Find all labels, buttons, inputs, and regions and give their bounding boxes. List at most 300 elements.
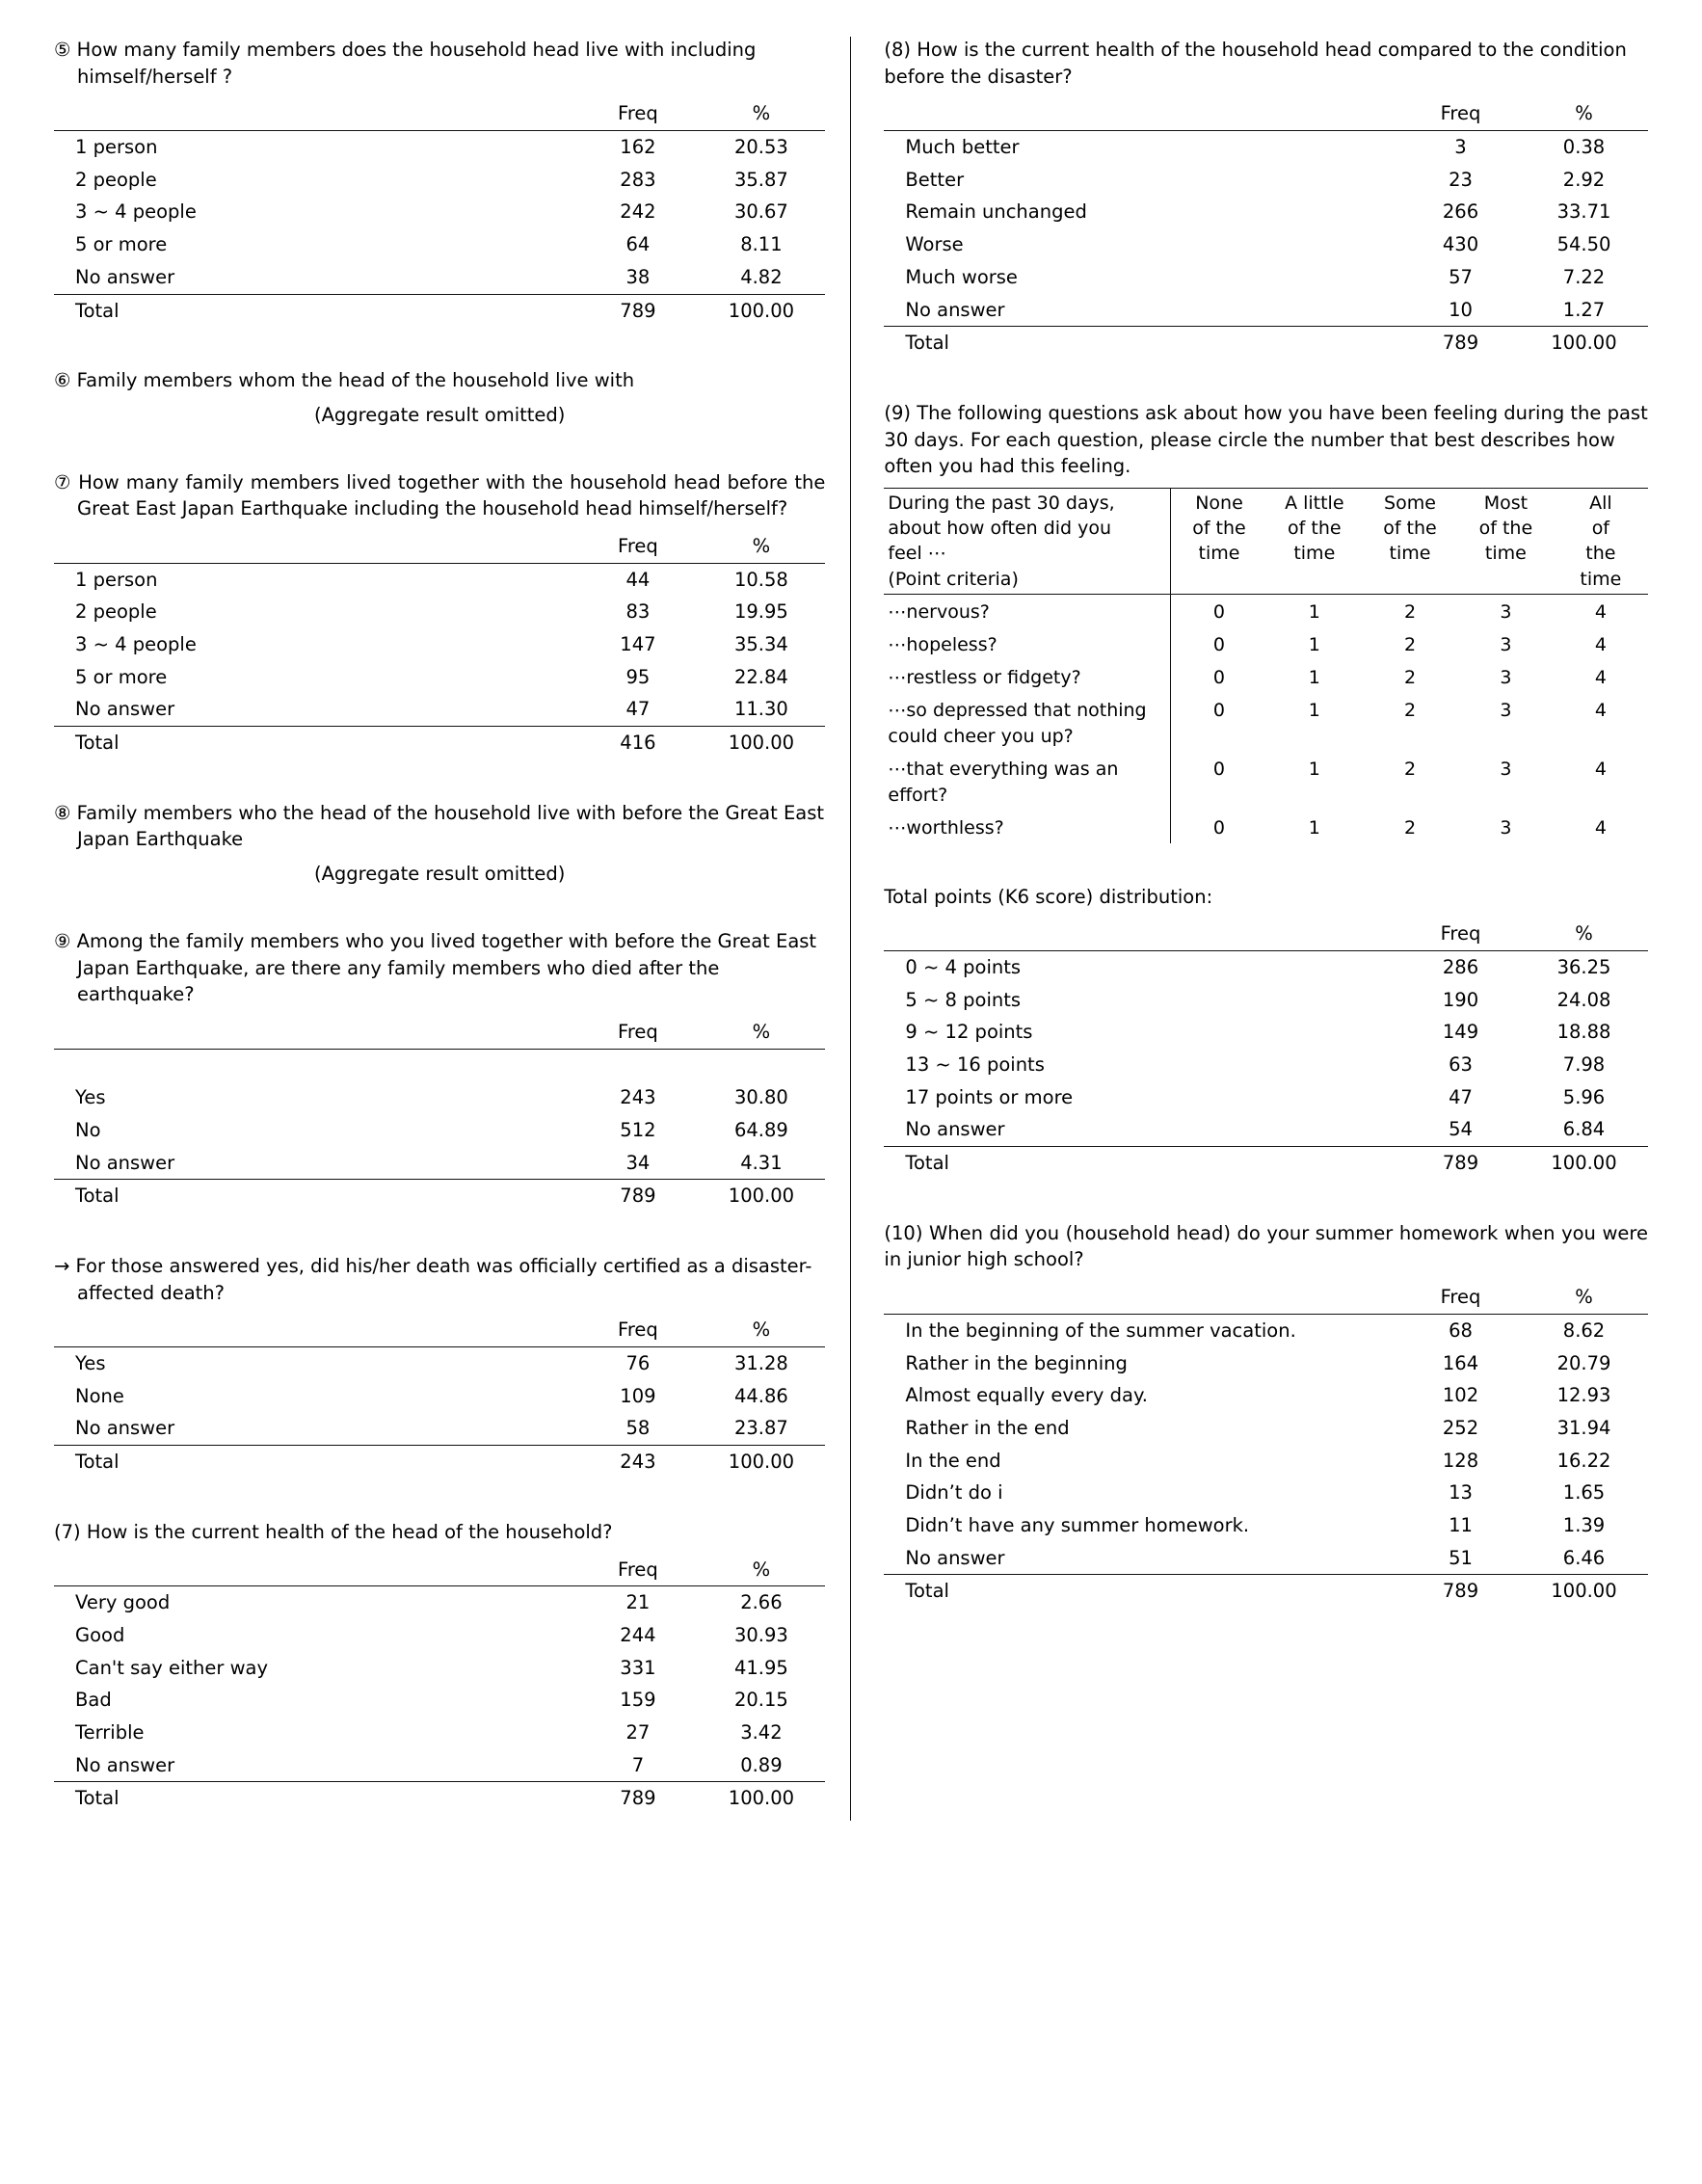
header-line: time (1293, 543, 1336, 565)
table-row (54, 261, 825, 294)
table-row (884, 1113, 1648, 1146)
total-freq: 789 (1401, 1575, 1520, 1608)
row-label: Much better (905, 136, 1020, 159)
row-label: No answer (75, 265, 175, 288)
row-label: 1 person (75, 136, 158, 159)
row-pct: 12.93 (1556, 1384, 1611, 1407)
row-pct: 0.89 (740, 1753, 783, 1776)
spacer (54, 1218, 825, 1253)
two-column-layout (54, 37, 1648, 1821)
total-freq: 789 (1401, 1147, 1520, 1180)
table-total-row (54, 1180, 825, 1212)
row-label: No answer (905, 1118, 1005, 1141)
row-label: 5 or more (75, 233, 168, 256)
header-line: Some (1384, 492, 1436, 514)
matrix-header-question (884, 488, 1170, 594)
row-label: No (75, 1118, 101, 1141)
question-9-circled-text: ⑨ Among the family members who you lived together with before the Great East Japan Earthquake, are there any family members who died after the earthquake? (54, 929, 817, 1006)
row-freq: 164 (1442, 1351, 1479, 1374)
table-row (54, 693, 825, 726)
col-header-pct: % (697, 1314, 825, 1346)
table-row (54, 628, 825, 661)
table-row-spacer (54, 1049, 825, 1081)
header-line: the (1585, 543, 1616, 565)
row-label: No answer (75, 1753, 175, 1776)
table-row (884, 1049, 1648, 1081)
row-pct: 41.95 (733, 1656, 788, 1679)
row-label: Didn’t do i (905, 1481, 1003, 1505)
row-freq: 21 (625, 1591, 651, 1614)
table-total-row (884, 327, 1648, 360)
total-freq: 789 (1401, 327, 1520, 360)
table-header-row (884, 488, 1648, 594)
row-freq: 38 (625, 265, 651, 288)
question-8-table (884, 97, 1648, 360)
header-line: time (1580, 568, 1622, 590)
row-freq: 266 (1442, 200, 1479, 224)
row-freq: 243 (620, 1086, 656, 1109)
col-header-label (884, 97, 1401, 130)
col-header-freq: Freq (578, 1314, 697, 1346)
matrix-row (884, 594, 1648, 626)
table-row (54, 228, 825, 261)
row-pct: 35.87 (733, 168, 788, 191)
table-row (54, 131, 825, 164)
row-freq: 331 (620, 1656, 656, 1679)
row-label: In the end (905, 1449, 1001, 1472)
total-label: Total (884, 1147, 1401, 1180)
row-pct: 30.80 (733, 1086, 788, 1109)
question-block-5 (54, 37, 825, 327)
table-row (884, 228, 1648, 261)
col-header-pct: % (1520, 1281, 1648, 1314)
row-pct: 1.65 (1562, 1481, 1606, 1505)
table-total-row (884, 1147, 1648, 1180)
col-header-label (884, 918, 1401, 950)
header-line: time (1484, 543, 1527, 565)
table-row (884, 1542, 1648, 1575)
row-label: Very good (75, 1591, 171, 1614)
row-label: 5 or more (75, 665, 168, 688)
row-pct: 4.31 (740, 1151, 783, 1174)
question-6-text: ⑥ Family members whom the head of the household live with (54, 369, 635, 392)
col-header-pct: % (697, 97, 825, 130)
matrix-row (884, 811, 1648, 843)
matrix-value: 1 (1308, 816, 1320, 839)
total-pct: 100.00 (1520, 327, 1648, 360)
row-label: No answer (905, 1546, 1005, 1569)
matrix-header-line-4: (Point criteria) (888, 568, 1019, 590)
row-label: Terrible (75, 1720, 145, 1744)
matrix-value: 1 (1308, 600, 1320, 623)
matrix-item-label: ⋯nervous? (884, 594, 1170, 626)
matrix-row (884, 627, 1648, 660)
table-total-row (54, 294, 825, 327)
row-freq: 430 (1442, 233, 1479, 256)
row-pct: 18.88 (1556, 1021, 1611, 1044)
question-block-8 (884, 37, 1648, 360)
row-freq: 64 (625, 233, 651, 256)
k6-distribution-table (884, 918, 1648, 1180)
row-label: 3 ~ 4 people (75, 633, 197, 655)
row-label: 13 ~ 16 points (905, 1053, 1045, 1076)
matrix-value: 2 (1403, 600, 1417, 623)
matrix-row (884, 752, 1648, 811)
col-header-freq: Freq (1401, 1281, 1520, 1314)
table-row (884, 1379, 1648, 1412)
spacer (884, 365, 1648, 400)
matrix-value: 4 (1594, 633, 1607, 655)
table-header-row (54, 1016, 825, 1049)
col-header-freq: Freq (578, 1554, 697, 1586)
question-block-9 (884, 400, 1648, 843)
table-total-row (54, 1446, 825, 1478)
question-block-6 (54, 367, 825, 428)
row-label: No answer (75, 698, 175, 721)
matrix-value: 4 (1594, 666, 1607, 688)
row-pct: 30.67 (733, 200, 788, 224)
row-freq: 57 (1449, 265, 1473, 288)
row-blank (697, 1049, 825, 1081)
total-label: Total (54, 1446, 578, 1478)
table-total-row (54, 727, 825, 759)
total-label: Total (54, 294, 578, 327)
matrix-value: 0 (1212, 816, 1226, 839)
table-row (54, 1347, 825, 1380)
question-5-text: ⑤ How many family members does the household head live with including himself/herself ? (54, 39, 757, 88)
col-header-label (54, 530, 578, 563)
row-pct: 31.94 (1556, 1416, 1611, 1439)
question-block-9-circled (54, 928, 825, 1212)
total-pct: 100.00 (697, 1782, 825, 1815)
row-pct: 54.50 (1556, 233, 1611, 256)
total-pct: 100.00 (697, 1446, 825, 1478)
matrix-value: 3 (1500, 633, 1512, 655)
row-pct: 7.98 (1562, 1053, 1606, 1076)
total-freq: 243 (578, 1446, 697, 1478)
question-block-9-followup (54, 1253, 825, 1478)
k6-distribution-note: Total points (K6 score) distribution: (884, 885, 1213, 908)
total-pct: 100.00 (1520, 1147, 1648, 1180)
table-total-row (54, 1782, 825, 1815)
table-header-row (884, 97, 1648, 130)
row-pct: 23.87 (733, 1417, 788, 1440)
matrix-header-line-3: feel ⋯ (888, 543, 946, 565)
table-row (884, 1081, 1648, 1114)
row-pct: 20.15 (733, 1689, 788, 1712)
matrix-row (884, 693, 1648, 752)
matrix-value: 2 (1403, 816, 1417, 839)
table-row (54, 1380, 825, 1413)
row-freq: 7 (631, 1753, 645, 1776)
row-pct: 35.34 (733, 633, 788, 655)
matrix-item-label: ⋯that everything was an effort? (884, 752, 1170, 811)
matrix-item-label: ⋯hopeless? (884, 627, 1170, 660)
row-label: 1 person (75, 568, 158, 591)
matrix-value: 1 (1308, 633, 1320, 655)
row-label: Bad (75, 1689, 112, 1712)
row-pct: 0.38 (1562, 136, 1606, 159)
spacer (54, 333, 825, 367)
question-5-table (54, 97, 825, 327)
spacer (884, 1185, 1648, 1220)
row-label: Can't say either way (75, 1656, 269, 1679)
matrix-value: 1 (1308, 758, 1320, 780)
matrix-value: 2 (1403, 758, 1417, 780)
row-pct: 30.93 (733, 1623, 788, 1646)
header-line: of the (1288, 518, 1342, 540)
row-label: None (75, 1384, 124, 1407)
row-pct: 31.28 (733, 1352, 788, 1375)
row-label: Rather in the beginning (905, 1351, 1128, 1374)
row-label: 2 people (75, 168, 157, 191)
table-header-row (884, 918, 1648, 950)
table-row (54, 596, 825, 628)
table-row (884, 984, 1648, 1017)
row-freq: 51 (1449, 1546, 1473, 1569)
question-9-followup-text: → For those answered yes, did his/her death was officially certified as a disaster-affected death? (54, 1255, 812, 1304)
total-pct: 100.00 (697, 1180, 825, 1212)
question-10-table (884, 1281, 1648, 1608)
spacer (54, 765, 825, 800)
row-freq: 147 (620, 633, 656, 655)
col-header-freq: Freq (1401, 918, 1520, 950)
row-freq: 252 (1442, 1416, 1479, 1439)
total-pct: 100.00 (697, 727, 825, 759)
row-label: Good (75, 1623, 125, 1646)
row-freq: 76 (625, 1352, 651, 1375)
row-blank (578, 1049, 697, 1081)
row-pct: 6.84 (1562, 1118, 1606, 1141)
matrix-value: 4 (1594, 699, 1607, 721)
question-8-circled-note: (Aggregate result omitted) (313, 863, 566, 886)
spacer (884, 849, 1648, 884)
col-header-pct: % (697, 530, 825, 563)
matrix-value: 3 (1500, 699, 1512, 721)
matrix-value: 0 (1212, 699, 1226, 721)
row-freq: 34 (625, 1151, 651, 1174)
header-line: Most (1483, 492, 1529, 514)
row-blank (54, 1049, 578, 1081)
question-9-text: (9) The following questions ask about how you have been feeling during the past 30 days. For each question, please circle the number that best describes how often you had this feeling. (884, 401, 1648, 478)
row-pct: 1.39 (1562, 1513, 1606, 1536)
table-row (884, 950, 1648, 983)
col-header-label (54, 97, 578, 130)
row-pct: 11.30 (733, 698, 788, 721)
row-pct: 36.25 (1556, 955, 1611, 978)
table-header-row (54, 1554, 825, 1586)
k6-distribution-block (884, 884, 1648, 1180)
matrix-value: 3 (1500, 600, 1512, 623)
total-freq: 789 (578, 1782, 697, 1815)
row-pct: 20.79 (1556, 1351, 1611, 1374)
table-row (54, 1684, 825, 1717)
matrix-item-label: ⋯restless or fidgety? (884, 660, 1170, 693)
total-pct: 100.00 (1520, 1575, 1648, 1608)
table-row (884, 196, 1648, 228)
matrix-value: 3 (1500, 666, 1512, 688)
row-freq: 11 (1449, 1513, 1473, 1536)
row-pct: 7.22 (1562, 265, 1606, 288)
table-row (884, 164, 1648, 197)
row-label: 3 ~ 4 people (75, 200, 197, 224)
col-header-freq: Freq (578, 1016, 697, 1049)
col-header-label (54, 1554, 578, 1586)
col-header-pct: % (1520, 918, 1648, 950)
row-freq: 13 (1449, 1481, 1473, 1505)
question-block-7-paren (54, 1519, 825, 1815)
table-row (884, 294, 1648, 327)
total-freq: 416 (578, 727, 697, 759)
row-pct: 1.27 (1562, 298, 1606, 321)
row-pct: 8.11 (740, 233, 783, 256)
table-row (54, 661, 825, 694)
row-freq: 283 (620, 168, 656, 191)
total-label: Total (54, 727, 578, 759)
row-pct: 16.22 (1556, 1449, 1611, 1472)
matrix-value: 4 (1594, 600, 1607, 623)
row-label: Much worse (905, 265, 1018, 288)
table-row (884, 1412, 1648, 1445)
row-label: Worse (905, 233, 964, 256)
col-header-label (884, 1281, 1401, 1314)
matrix-value: 4 (1594, 758, 1607, 780)
col-header-pct: % (697, 1016, 825, 1049)
matrix-header-a-little (1267, 488, 1362, 594)
left-column (54, 37, 850, 1821)
row-pct: 22.84 (733, 665, 788, 688)
row-label: No answer (905, 298, 1005, 321)
spacer (54, 435, 825, 469)
row-freq: 44 (625, 568, 651, 591)
spacer (54, 893, 825, 928)
matrix-value: 2 (1403, 633, 1417, 655)
table-row (54, 563, 825, 596)
question-7-circled-text: ⑦ How many family members lived together with the household head before the Great East Japan Earthquake including the household head himself/herself? (54, 470, 826, 520)
header-line: time (1389, 543, 1431, 565)
matrix-row (884, 660, 1648, 693)
question-8-circled-text: ⑧ Family members who the head of the household live with before the Great East Japan Earthquake (54, 801, 825, 851)
row-pct: 3.42 (740, 1720, 783, 1744)
header-line: All (1589, 492, 1612, 514)
question-7-circled-table (54, 530, 825, 759)
question-8-text: (8) How is the current health of the household head compared to the condition before the disaster? (884, 39, 1627, 88)
table-row (54, 1412, 825, 1445)
total-label: Total (54, 1782, 578, 1815)
row-pct: 2.92 (1562, 168, 1606, 191)
row-label: Yes (75, 1086, 106, 1109)
row-label: No answer (75, 1417, 175, 1440)
row-freq: 95 (625, 665, 651, 688)
row-label: 2 people (75, 600, 157, 624)
matrix-value: 0 (1212, 666, 1226, 688)
row-freq: 162 (620, 136, 656, 159)
col-header-label (54, 1016, 578, 1049)
matrix-value: 1 (1308, 699, 1320, 721)
question-9-circled-table (54, 1016, 825, 1212)
col-header-freq: Freq (1401, 97, 1520, 130)
right-column (851, 37, 1648, 1821)
table-total-row (884, 1575, 1648, 1608)
matrix-header-most (1458, 488, 1554, 594)
table-row (884, 1509, 1648, 1542)
row-freq: 102 (1442, 1384, 1479, 1407)
total-freq: 789 (578, 294, 697, 327)
row-pct: 5.96 (1562, 1085, 1606, 1108)
row-freq: 244 (620, 1623, 656, 1646)
table-row (54, 1652, 825, 1685)
row-pct: 33.71 (1556, 200, 1611, 224)
row-freq: 47 (1449, 1085, 1473, 1108)
table-header-row (884, 1281, 1648, 1314)
k6-matrix-table (884, 488, 1648, 843)
table-header-row (54, 97, 825, 130)
row-freq: 83 (625, 600, 651, 624)
row-freq: 286 (1442, 955, 1479, 978)
matrix-header-all (1554, 488, 1648, 594)
row-freq: 3 (1454, 136, 1467, 159)
matrix-value: 0 (1212, 600, 1226, 623)
col-header-pct: % (1520, 97, 1648, 130)
table-row (54, 1586, 825, 1619)
matrix-value: 1 (1308, 666, 1320, 688)
table-row (884, 1477, 1648, 1509)
question-6-note: (Aggregate result omitted) (313, 403, 566, 426)
table-row (884, 261, 1648, 294)
question-block-10 (884, 1220, 1648, 1608)
row-pct: 64.89 (733, 1118, 788, 1141)
header-line: of the (1478, 518, 1533, 540)
row-label: Better (905, 168, 965, 191)
question-block-8-circled (54, 800, 825, 888)
total-label: Total (54, 1180, 578, 1212)
row-label: No answer (75, 1151, 175, 1174)
row-label: Almost equally every day. (905, 1384, 1148, 1407)
row-freq: 149 (1442, 1021, 1479, 1044)
matrix-value: 4 (1594, 816, 1607, 839)
row-freq: 159 (620, 1689, 656, 1712)
row-pct: 19.95 (733, 600, 788, 624)
row-freq: 128 (1442, 1449, 1479, 1472)
total-freq: 789 (578, 1180, 697, 1212)
question-block-7-circled (54, 469, 825, 759)
row-pct: 10.58 (733, 568, 788, 591)
matrix-header-some (1362, 488, 1458, 594)
row-pct: 8.62 (1562, 1318, 1606, 1342)
row-pct: 4.82 (740, 265, 783, 288)
question-7-paren-table (54, 1554, 825, 1816)
spacer (54, 1484, 825, 1519)
total-pct: 100.00 (697, 294, 825, 327)
header-line: None (1195, 492, 1243, 514)
table-row (884, 1445, 1648, 1478)
col-header-label (54, 1314, 578, 1346)
table-row (884, 131, 1648, 164)
header-line: of the (1192, 518, 1246, 540)
matrix-header-none (1171, 488, 1267, 594)
row-label: Yes (75, 1352, 106, 1375)
row-pct: 6.46 (1562, 1546, 1606, 1569)
row-label: Didn’t have any summer homework. (905, 1513, 1250, 1536)
table-row (884, 1016, 1648, 1049)
row-freq: 47 (625, 698, 651, 721)
row-label: 9 ~ 12 points (905, 1021, 1033, 1044)
matrix-value: 0 (1212, 633, 1226, 655)
col-header-freq: Freq (578, 530, 697, 563)
row-pct: 24.08 (1556, 988, 1611, 1011)
row-freq: 23 (1449, 168, 1473, 191)
matrix-value: 3 (1500, 758, 1512, 780)
